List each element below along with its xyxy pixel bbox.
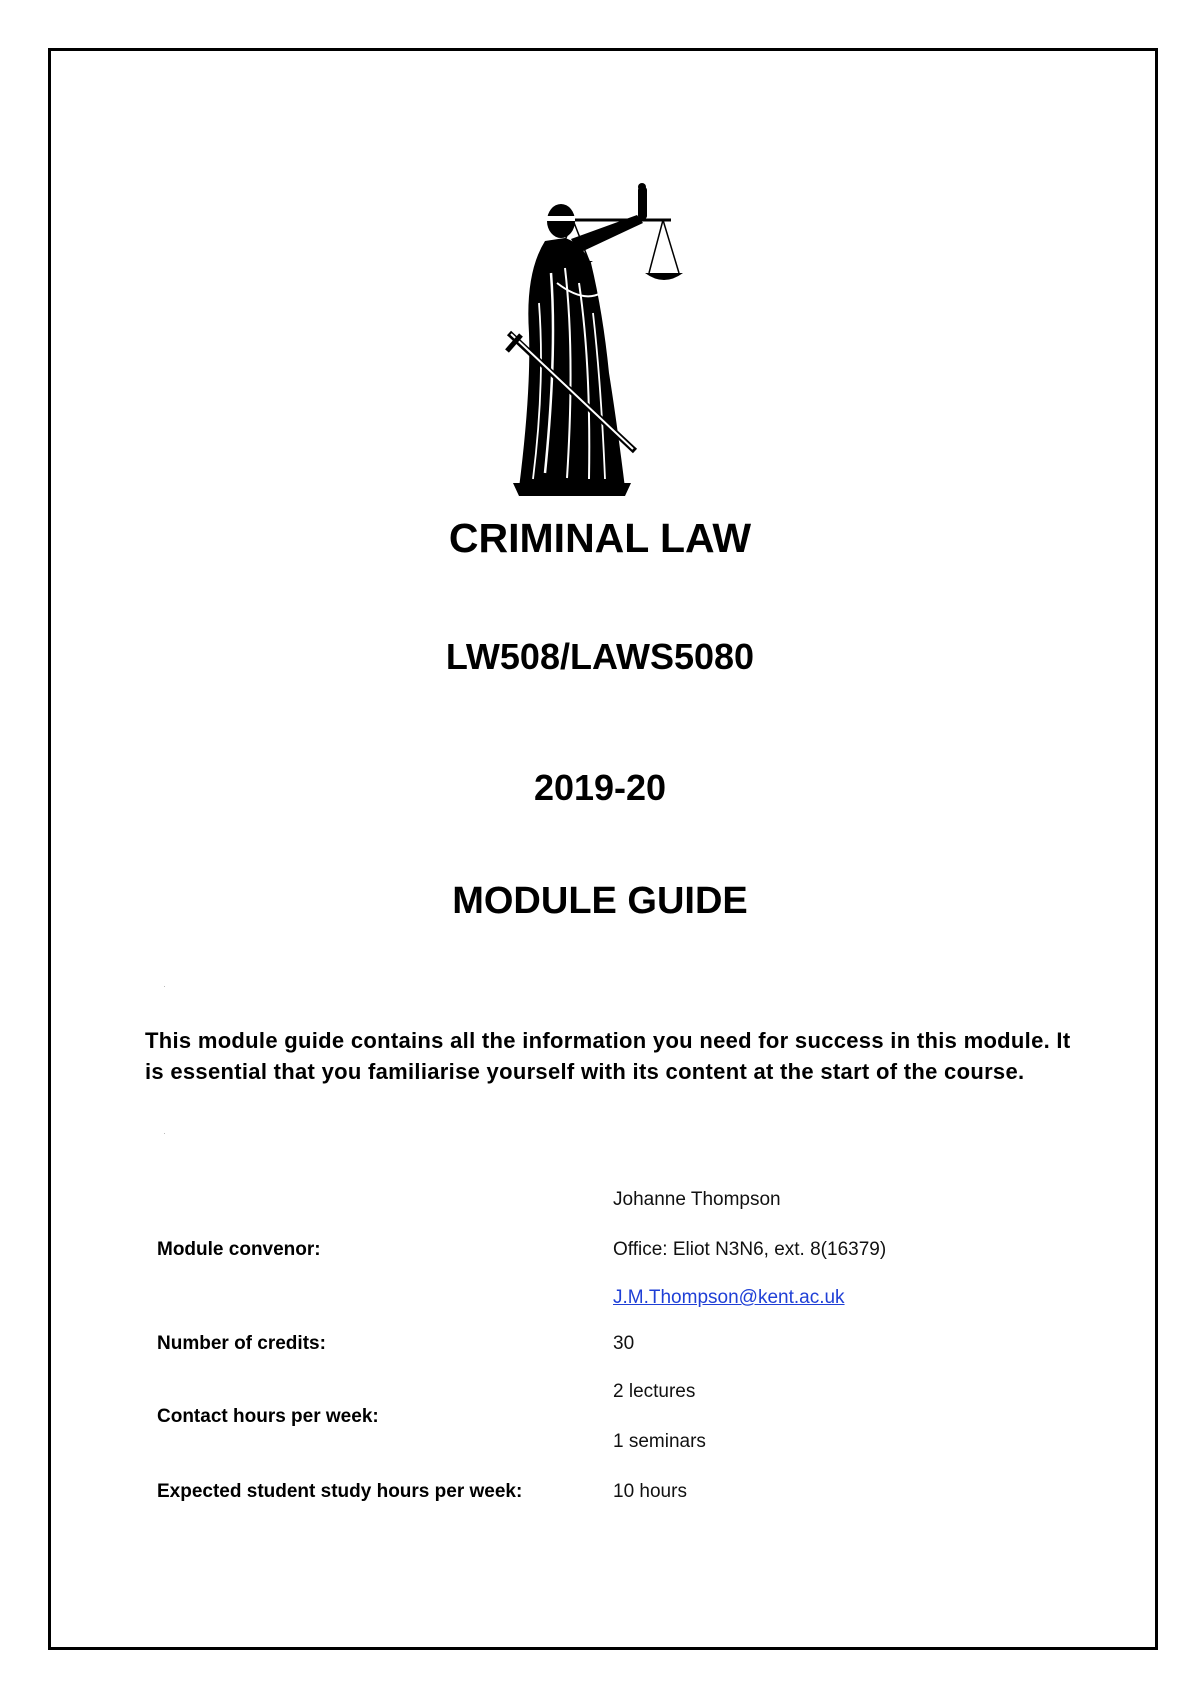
study-label: Expected student study hours per week: (157, 1481, 523, 1502)
lady-justice-icon (505, 183, 695, 496)
module-info-table (157, 1175, 886, 1517)
convenor-email-row (157, 1275, 886, 1321)
intro-paragraph: This module guide contains all the information you need for success in this module. It is essential that you familiarise yourself with its content at the start of the course. (145, 1028, 1071, 1084)
contact-seminars: 1 seminars (613, 1431, 706, 1452)
convenor-office: Office: Eliot N3N6, ext. 8(16379) (613, 1239, 887, 1260)
convenor-office-row (157, 1225, 886, 1275)
contact-lectures-row (157, 1367, 886, 1417)
stray-dot (164, 986, 165, 987)
convenor-name-row (157, 1175, 886, 1225)
study-hours-row (157, 1467, 886, 1517)
document-title: CRIMINAL LAW (448, 515, 752, 561)
stray-dot (164, 1133, 165, 1134)
academic-year: 2019-20 (533, 767, 667, 808)
convenor-label: Module convenor: (157, 1239, 321, 1260)
study-value: 10 hours (613, 1481, 687, 1502)
convenor-email-link[interactable]: J.M.Thompson@kent.ac.uk (613, 1287, 845, 1308)
contact-lectures: 2 lectures (613, 1381, 696, 1402)
contact-label: Contact hours per week: (157, 1406, 379, 1427)
convenor-name: Johanne Thompson (613, 1189, 781, 1210)
empty-label-cell (157, 1175, 613, 1225)
document-subtitle: MODULE GUIDE (452, 880, 748, 922)
convenor-email-cell (613, 1275, 886, 1321)
credits-row (157, 1321, 886, 1367)
empty-label-cell (157, 1275, 613, 1321)
credits-value: 30 (613, 1333, 635, 1354)
credits-label: Number of credits: (157, 1333, 326, 1354)
module-code: LW508/LAWS5080 (445, 636, 755, 677)
